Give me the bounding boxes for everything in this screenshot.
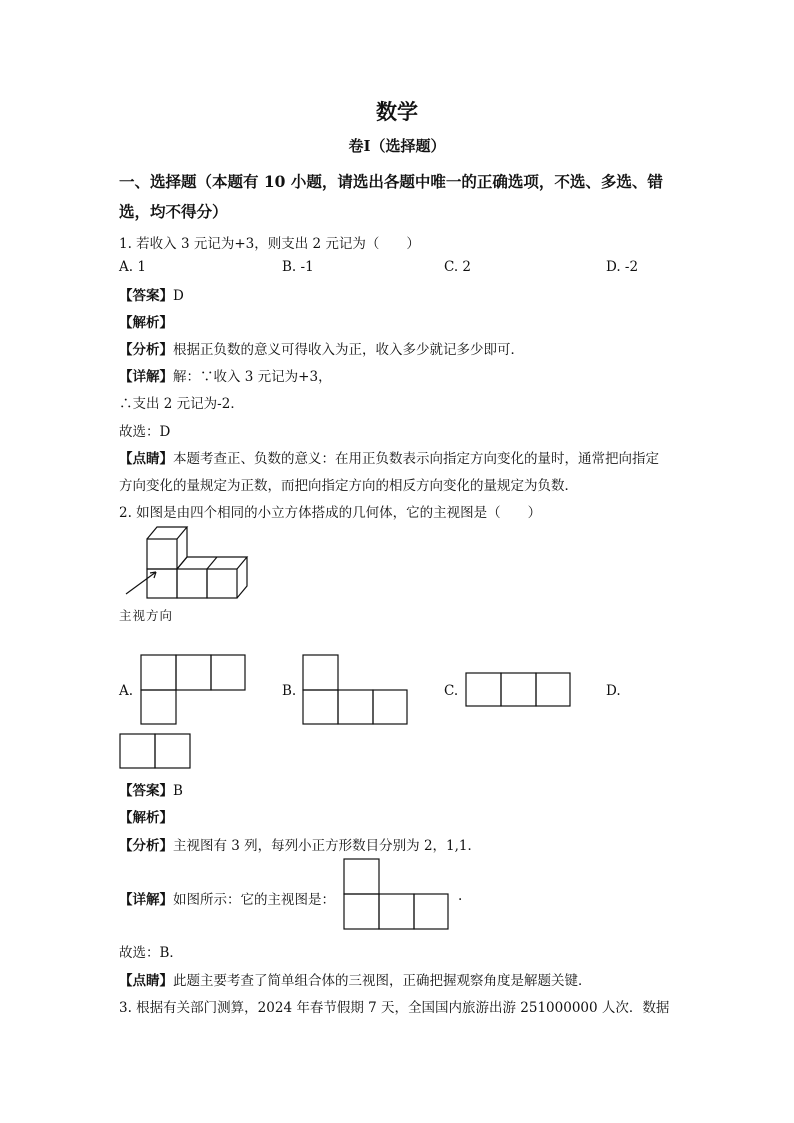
section-heading-line-2: 选，均不得分） [119, 202, 228, 221]
dianjing-text: 本题考查正、负数的意义：在用正负数表示向指定方向变化的量时，通常把向指定 [173, 451, 659, 467]
answer-tag: 【答案】 [119, 783, 173, 799]
dianjing-tag: 【点睛】 [119, 451, 173, 467]
answer-value: D [173, 288, 184, 304]
q1-xiangjie [119, 365, 332, 385]
q1-option-b: B. -1 [282, 259, 314, 275]
q1-therefore: ∴支出 2 元记为-2． [119, 396, 244, 412]
q2-option-b-label: B. [282, 683, 297, 699]
q1-answer [119, 284, 184, 304]
q2-answer [119, 779, 183, 799]
q2-xiangjie-end: . [458, 888, 463, 904]
q1-fenxi [119, 338, 524, 358]
dianjing-tag: 【点睛】 [119, 973, 173, 989]
q1-jiexi-heading: 【解析】 [119, 315, 173, 331]
q2-option-d-label: D. [606, 683, 621, 699]
fenxi-text: 主视图有 3 列，每列小正方形数目分别为 2，1,1． [173, 838, 482, 854]
answer-value: B [173, 783, 183, 799]
q2-option-c-label: C. [444, 683, 459, 699]
xiangjie-tag: 【详解】 [119, 892, 173, 908]
q2-option-a-label: A. [119, 683, 134, 699]
q1-dianjing-1 [119, 447, 659, 467]
fenxi-tag: 【分析】 [119, 342, 173, 358]
xiangjie-tag: 【详解】 [119, 369, 173, 385]
q1-option-c: C. 2 [444, 259, 472, 275]
volume-subtitle: 卷Ⅰ（选择题） [348, 137, 446, 155]
direction-label: 主视方向 [119, 608, 174, 623]
q2-jiexi-heading: 【解析】 [119, 810, 173, 826]
q2-stem: 2. 如图是由四个相同的小立方体搭成的几何体，它的主视图是（ ） [119, 505, 542, 521]
q2-xiangjie [119, 888, 335, 908]
q2-guxuan: 故选：B． [119, 945, 183, 961]
q1-option-a: A. 1 [119, 259, 146, 275]
xiangjie-text: 解：∵收入 3 元记为+3， [173, 369, 332, 385]
q1-dianjing-2: 方向变化的量规定为正数，而把向指定方向的相反方向变化的量规定为负数． [119, 478, 578, 494]
dianjing-text: 此题主要考查了简单组合体的三视图，正确把握观察角度是解题关键． [173, 973, 592, 989]
page-title: 数学 [376, 99, 418, 124]
fenxi-text: 根据正负数的意义可得收入为正，收入多少就记多少即可． [173, 342, 524, 358]
q1-option-d: D. -2 [606, 259, 639, 275]
fenxi-tag: 【分析】 [119, 838, 173, 854]
q3-stem: 3. 根据有关部门测算，2024 年春节假期 7 天，全国国内旅游出游 251000000 人次．数据 [119, 1000, 670, 1016]
xiangjie-text: 如图所示：它的主视图是： [173, 892, 335, 908]
q2-fenxi [119, 834, 481, 854]
q1-guxuan: 故选：D [119, 424, 171, 440]
section-heading-line-1: 一、选择题（本题有 10 小题，请选出各题中唯一的正确选项，不选、多选、错 [119, 172, 663, 191]
answer-tag: 【答案】 [119, 288, 173, 304]
q1-stem: 1. 若收入 3 元记为+3，则支出 2 元记为（ ） [119, 236, 420, 252]
q2-dianjing [119, 969, 592, 989]
q2-main-view-figure [0, 0, 1, 1]
